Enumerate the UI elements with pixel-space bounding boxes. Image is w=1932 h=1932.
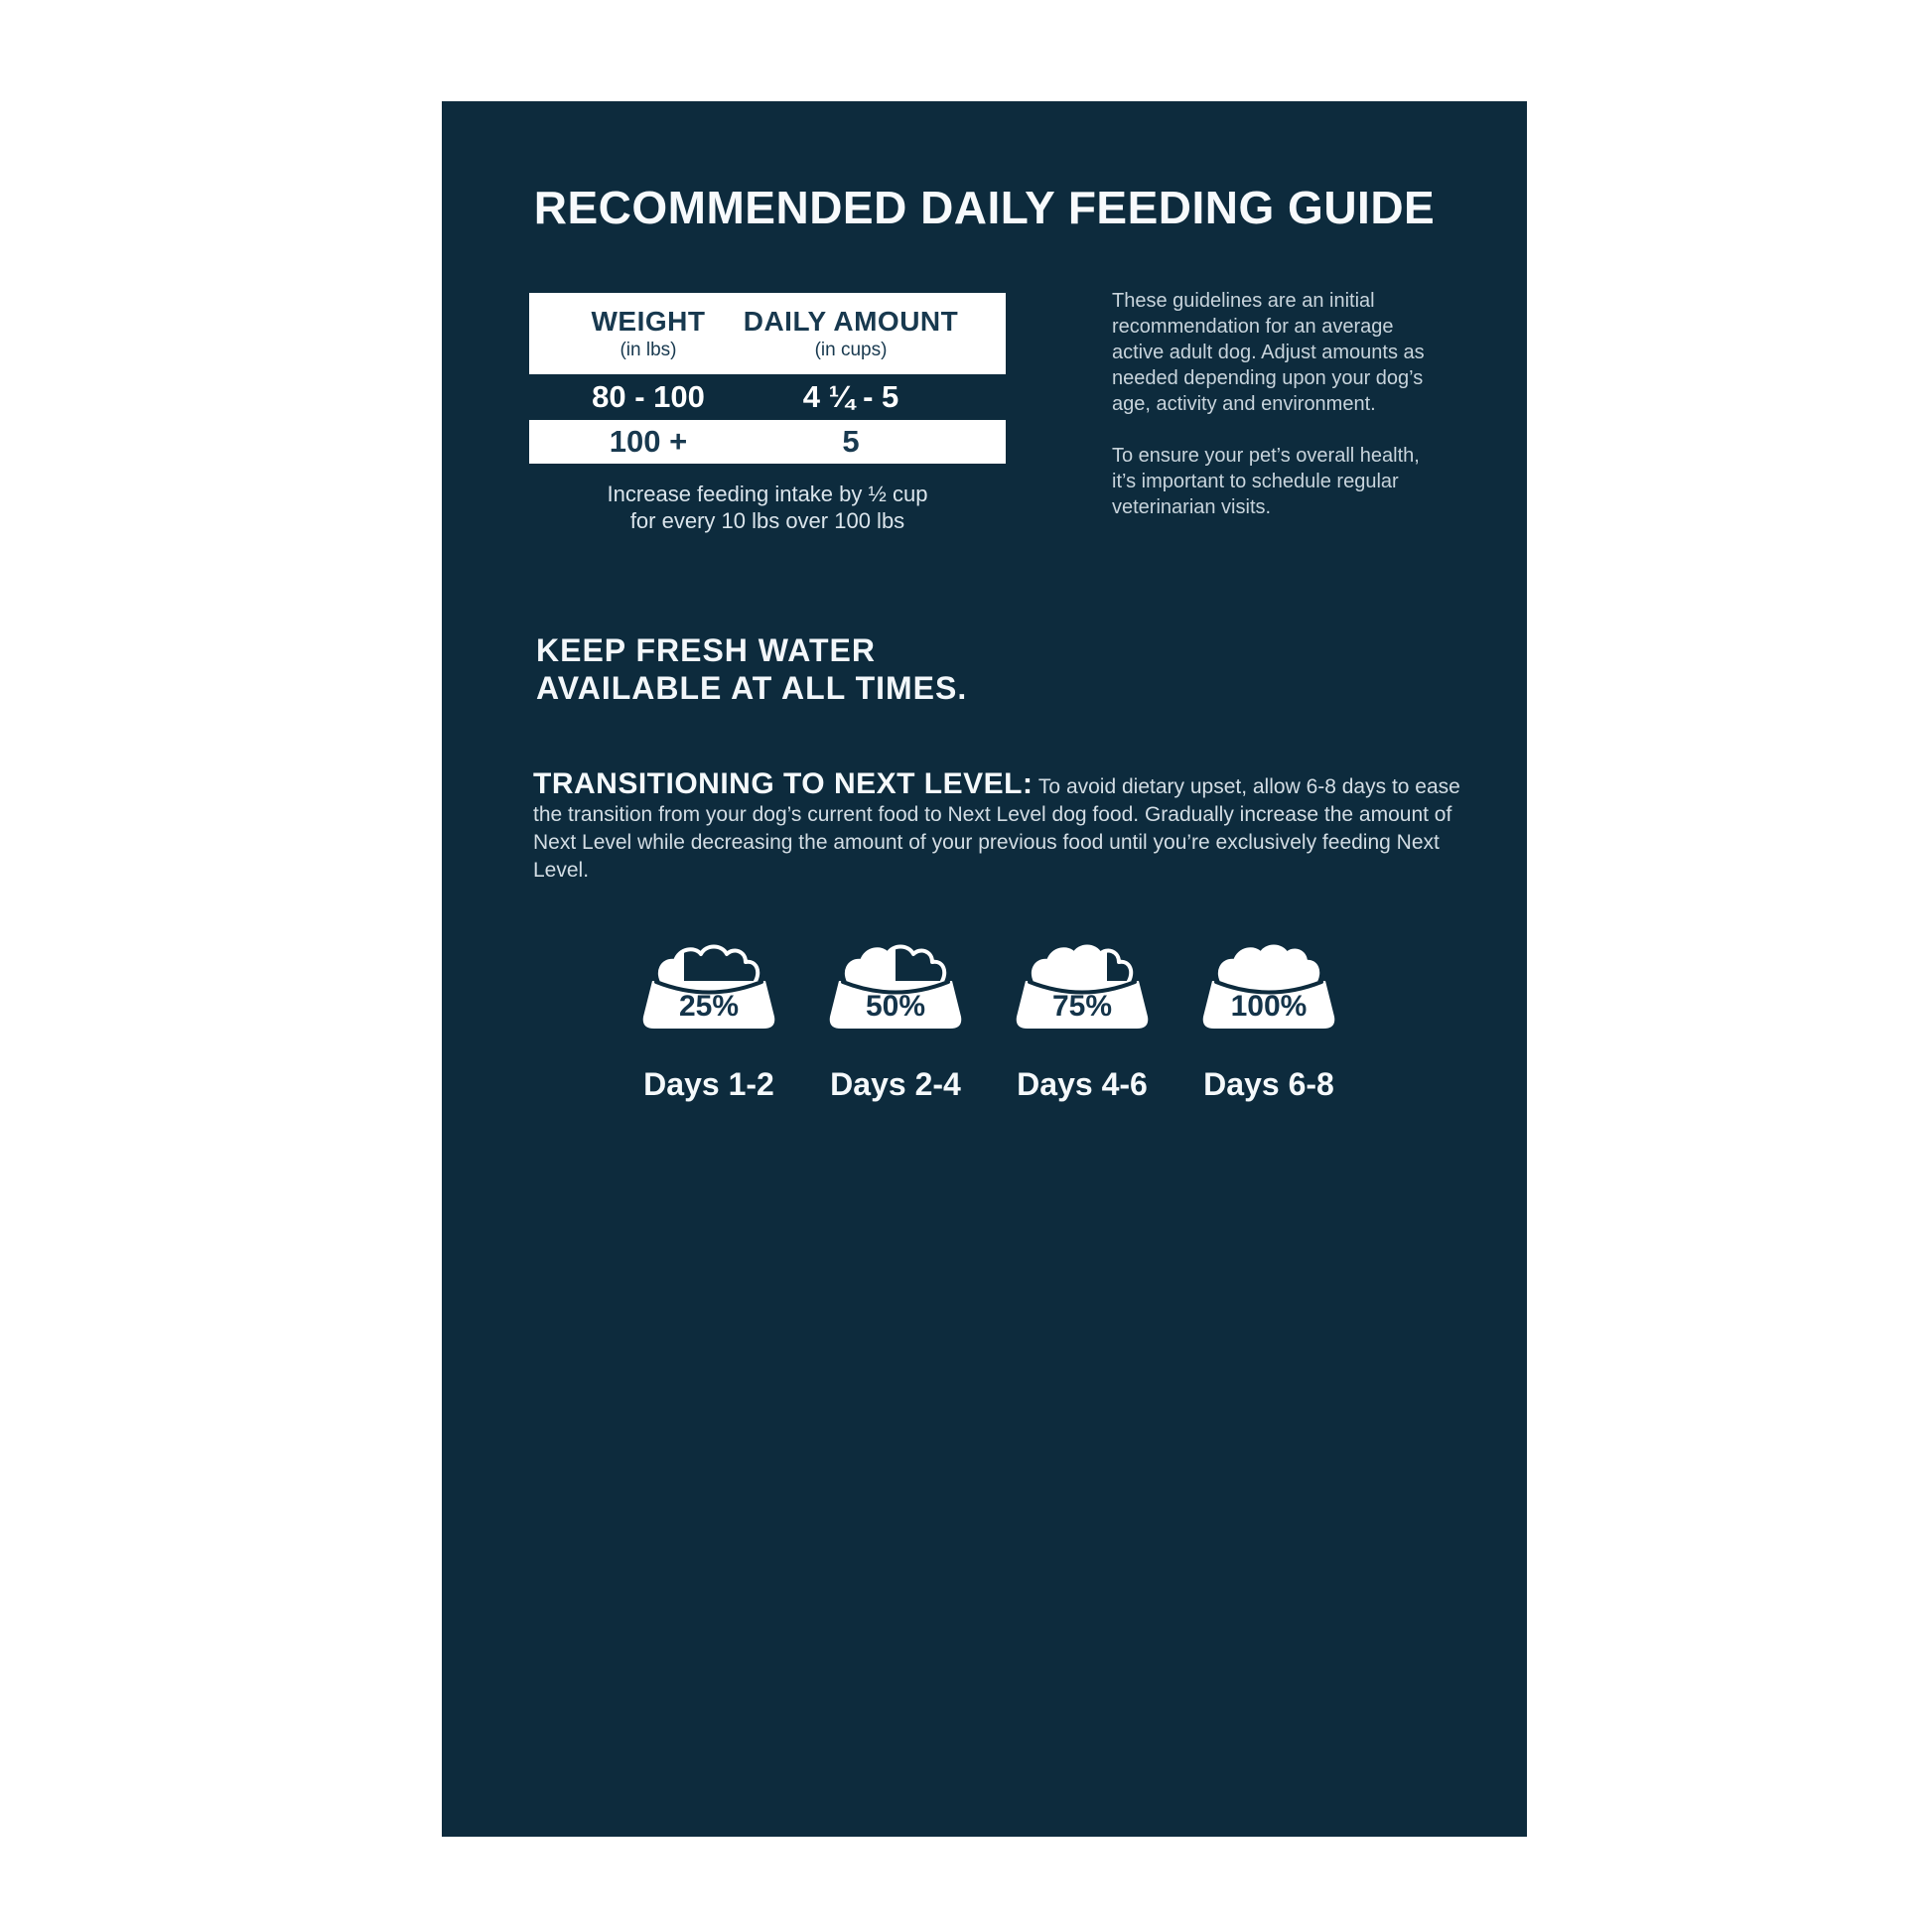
amount-cell: 5 (842, 424, 860, 459)
percent-label: 100% (1230, 990, 1308, 1023)
feeding-note-line1: Increase feeding intake by ½ cup (607, 482, 928, 506)
transition-heading: TRANSITIONING TO NEXT LEVEL: (533, 767, 1034, 800)
feeding-guide-panel (442, 101, 1527, 1837)
water-notice-line1: KEEP FRESH WATER (536, 632, 876, 668)
days-label: Days 2-4 (830, 1066, 961, 1102)
daily-amount-column-header (744, 306, 959, 361)
days-label: Days 4-6 (1017, 1066, 1148, 1102)
transition-step (1013, 941, 1152, 1110)
guidelines-paragraph: These guidelines are an initial recommendation for an average active adult dog. Adjust amounts as needed depending upon your dog’s age, activity and environment. (1112, 290, 1425, 415)
transition-step (639, 941, 778, 1110)
page-title: RECOMMENDED DAILY FEEDING GUIDE (533, 182, 1436, 233)
feeding-note-line2: for every 10 lbs over 100 lbs (629, 508, 905, 533)
days-label: Days 6-8 (1203, 1066, 1334, 1102)
percent-label: 50% (865, 990, 926, 1023)
table-row-80-100 (529, 374, 1006, 420)
table-row-100-plus (529, 420, 1006, 464)
feeding-note (529, 481, 1006, 534)
transition-step (1199, 941, 1338, 1110)
water-notice-line2: AVAILABLE AT ALL TIMES. (536, 670, 968, 706)
transition-step (826, 941, 965, 1110)
amount-cell: 4 ¼ - 5 (802, 379, 899, 414)
weight-column-unit: (in lbs) (620, 340, 677, 360)
daily-amount-column-label: DAILY AMOUNT (743, 306, 959, 337)
weight-column-header (592, 306, 706, 361)
feeding-table (529, 293, 1006, 534)
daily-amount-column-unit: (in cups) (814, 340, 888, 360)
vet-advice-paragraph: To ensure your pet’s overall health, it’s important to schedule regular veterinarian visits. (1112, 445, 1420, 518)
feeding-table-header (529, 293, 1006, 374)
weight-column-label: WEIGHT (591, 306, 706, 337)
water-notice (536, 631, 967, 707)
guidelines-text (1112, 288, 1428, 520)
percent-label: 25% (678, 990, 740, 1023)
days-label: Days 1-2 (643, 1066, 774, 1102)
transition-body: To avoid dietary upset, allow 6-8 days to ease the transition from your dog’s current food to Next Level dog food. Gradually increase the amount of Next Level while decreasing the amount of your previous food until you’re exclusively feeding Next Level. (533, 775, 1460, 882)
weight-cell: 80 - 100 (592, 379, 705, 414)
transition-instructions (533, 767, 1471, 885)
weight-cell: 100 + (609, 424, 688, 459)
percent-label: 75% (1051, 990, 1113, 1023)
